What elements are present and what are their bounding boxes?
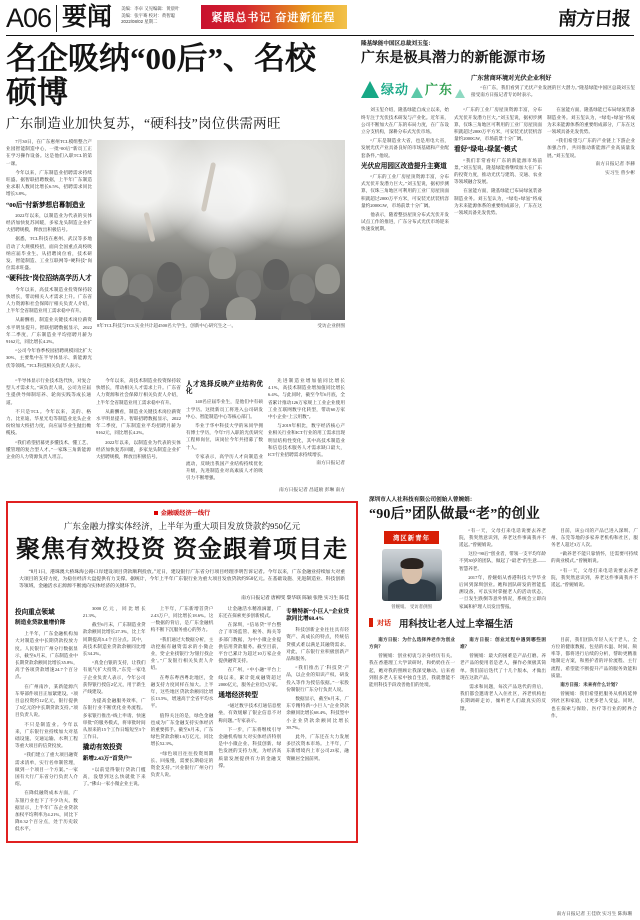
- subsection-subheading: 制造业贷款量增价降: [15, 619, 66, 626]
- portrait-hair: [400, 558, 423, 569]
- mountain-icon: [411, 87, 423, 98]
- profile-region: [366, 496, 638, 843]
- question: 南方日报：为什么选择养老作为创业方向？: [369, 636, 455, 649]
- paper-logo: 南方日报: [557, 9, 631, 30]
- lead-col-1: [6, 138, 92, 371]
- paragraph: 目前，该公司的产品已进入深圳、广州、东莞等地的多家养老机构和社区，服务老人超过3万人次。: [551, 527, 639, 547]
- credit-line-3: 2022/08/02 星期二: [121, 19, 158, 25]
- right-top-kicker: 隆基绿能中国区总裁刘玉玺：: [361, 41, 434, 47]
- lead-photo-block: [97, 138, 345, 371]
- paragraph: “公司今年春季校园招聘规模同比扩大30%，主要集中在半导体显示、新能源光伏等领域。”TCL科技相关负责人表示。: [6, 348, 92, 368]
- profile-portrait: [382, 549, 442, 601]
- right-col-3: [547, 106, 635, 234]
- photo-credit: 受访企业供图: [317, 323, 345, 328]
- paragraph: “有一天，父母打来电话说要去养老院，我突然意识到，养老这件事离我并不遥远。”曾婉娟说。: [551, 567, 639, 587]
- profile-series-tag: 湾区新青年: [384, 531, 439, 544]
- credit-line-2: 美编：张宇骞 校对：黄智聪: [121, 12, 175, 18]
- paragraph: “在广东，我们看到了光伏产业发展的巨大潜力。”隆基绿能中国区总裁刘玉玺接受南方日报记者专访时表示。: [471, 85, 635, 98]
- paragraph: 此外，广东还在大力发展多层次资本市场。上半年，广东新增境内上市公司23家，融资额居全国前列。: [286, 734, 349, 761]
- profile-headline: “90后”团队做最“老”的创业: [369, 506, 540, 522]
- lead-byline: 南方日报记者 昌道励 彭琳 南方: [279, 487, 345, 493]
- paragraph: 在广州，“中小融”平台上线以来，累计促成融资超过2000亿元，服务企业近5万家。: [218, 667, 282, 687]
- right-top-subhead: 广东营商环境对光伏企业利好: [471, 75, 552, 82]
- subsection-heading: “硬科技”岗位招纳高学历人才: [6, 275, 92, 283]
- paragraph: “8月1日，港珠澳大桥珠海公路口岸建设项目贷款顺利投放。”近日，建设银行广东省分行项目经理李明告诉记者。今年以来，广东金融业持续加大对重大项目的支持力度，为稳住经济大盘提供有力支撑。据统计，今年上半年广东银行业为重大项目发放贷款约950亿元。在基础设施、先进制造业、科技创新等领域，金融活水正源源不断流向实体经济的关键环节。: [19, 569, 345, 590]
- paragraph: 刘玉玺介绍，隆基绿能自成立以来，始终专注于光伏技术研发与产业化。近年来，公司不断加大在广东的布局力度，在广东设立分支机构，深耕分布式光伏市场。: [361, 107, 449, 135]
- lead-body-columns: [6, 138, 345, 371]
- dialog-columns: [369, 636, 638, 721]
- subsection-subheading: 专精特新“小巨人”企业贷款同比增68.4%: [286, 608, 349, 622]
- answer: 曾婉娟：我们希望把服务从机构延伸到社区和家庭，让更多老人受益。同时，也在探索与保险、医疗等行业的跨界合作。: [551, 691, 637, 718]
- paragraph: 值得关注的是，绿色金融也成为广东金融支持实体经济的重要抓手。截至6月末，广东绿色贷款余额1.6万亿元，同比增长52.3%。: [150, 712, 214, 747]
- paragraph: 目前，我们团队年轻人关于老人、全方位的健康数据，包括的水温、时间、频率等，都将进行后续的分析，帮助更精准地制定方案，和照护者的评价流程、主行流程，希望能不断提升产品的服务效能和质量。: [551, 636, 637, 678]
- paragraph: “绿色项目往往投资周期长、回报慢，需要长期稳定的资金支持。”兴业银行广州分行负责人说。: [150, 750, 214, 778]
- question: 南方日报：未来有什么计划？: [560, 681, 620, 687]
- masthead: [6, 0, 634, 34]
- feature-byline: 南方日报记者 唐柳雯 黎华联 陈颖 张艳 实习生 陈佳: [241, 595, 349, 601]
- left-column-region: [6, 40, 351, 493]
- profile-byline: 南方日报记者 王佳欣 实习生 陈海珊: [556, 912, 632, 917]
- right-col-2: [454, 106, 542, 234]
- paragraph: “真金白银的支持，让我们有底气扩大投资。”东莞一家电子企业负责人表示，今年公司获得银行授信2亿元，用于新生产线建设。: [82, 660, 146, 694]
- lead-body-columns-lower: [6, 377, 345, 484]
- paragraph: 140名应届毕业生，是他们中有硕士学历。这批新员工将进入公司研发中心、智能制造中心等核心部门。: [185, 399, 263, 419]
- profile-col-2: [551, 527, 638, 612]
- masthead-credits: [121, 3, 179, 26]
- green-guangdong-logo: [361, 72, 465, 98]
- photo-caption: 8年TCL科技与TCL实业共计超4500名大学生、创新中心研究生之一。: [97, 323, 237, 328]
- mountain-icon: [361, 81, 379, 98]
- question: 南方日报：创业过程中遇到哪些困难？: [460, 636, 546, 649]
- answer: 曾婉娟：最大的困难是产品打磨。养老产品的使用者是老人，操作必须极其简单。我们前后迭代了十几个版本，才做出现在这款产品。: [460, 653, 546, 680]
- subsection-heading: 人才选择反映产业结构优化: [185, 380, 263, 396]
- mountain-icon: [455, 89, 465, 98]
- right-column-region: [361, 40, 635, 493]
- lead-byline-partial: 南方日报记者: [316, 461, 345, 467]
- right-top-byline: 南方日报记者 李赫: [595, 161, 635, 167]
- dialog-col-3: [551, 636, 637, 721]
- profile-top-row: [369, 527, 638, 612]
- paragraph: 3000亿元，同比增长21.3%。: [82, 605, 146, 618]
- paragraph: 在氢能方面，隆基绿能已布局绿氢装备制造业务。刘玉玺认为，“绿电+绿氢”将成为未来能源体系的重要组成部分，广东在这一领域具备先发优势。: [454, 188, 542, 216]
- paragraph: 毕业于华中科技大学的朱同学拥有博士学历，今年7月入职的光伏研究工程师岗位，该岗位今年共招募了数十人。: [185, 422, 263, 450]
- paragraph: 从薪酬看，制造业关键技术岗位薪资水平明显提升。智联招聘数据显示，2022年二季度，广东制造业平均招聘月薪为9162元，同比增长4.2%。: [6, 317, 92, 345]
- paragraph: 数据显示，截至6月末，广东专精特新“小巨人”企业贷款余额同比增长68.4%，科技型中小企业贷款余额同比增长39.7%。: [286, 695, 349, 730]
- feature-col-2: [83, 605, 146, 835]
- page-body: [6, 40, 634, 493]
- logo-text-2: 广东: [425, 82, 454, 97]
- feature-tagline-text: 金融暖经济一线行: [160, 509, 211, 517]
- lead-col-3: [96, 377, 181, 484]
- subsection-heading: 投向重点领域: [15, 608, 55, 616]
- paragraph: 科技创新企业往往具有轻资产、高成长的特点，传统信贷模式难以满足其融资需求。对此，广东银行业积极创新产品和服务。: [286, 627, 349, 661]
- paragraph: 在氢能方面，隆基绿能已布局绿氢装备制造业务。刘玉玺认为，“绿电+绿氢”将成为未来能源体系的重要组成部分，广东在这一领域具备先发优势。: [547, 107, 635, 135]
- feature-headline: 聚焦有效投资 资金跟着项目走: [16, 536, 348, 563]
- answer: 曾婉娟：创业初衷与亲身经历有关。我在香港理工大学读研时，和奶奶住在一起，她对我的照顾让我深受触动。后来看到很多老人在家中独自生活，我就想能不能用科技手段改善他们的处境。: [369, 653, 455, 687]
- paragraph: “半导体显示行业技术迭代快，对复合型人才需求大。”该负责人说，公司为应届生提供导师制培养、轮岗实践等成长通道。: [6, 377, 91, 405]
- page-section-name: 要闻: [62, 4, 113, 31]
- dialog-title: 用科技让老人过上幸福生活: [399, 619, 514, 630]
- feature-col-3: [151, 605, 214, 835]
- page-folio-number: A06: [6, 3, 52, 33]
- lower-region: [6, 496, 639, 843]
- paragraph: “我们通过大数据分析，主动挖掘有融资需求的小微企业，变'企业找银行'为'银行找企业'。”广发银行相关负责人介绍。: [150, 636, 214, 671]
- lead-col-5: [268, 377, 345, 484]
- right-top-headline: 广东是极具潜力的新能源市场: [361, 51, 546, 66]
- photo-shape: [201, 162, 216, 212]
- paragraph: 与2019年相比，数字经济核心产业相关行业和ICT行业的用工需求出现明显结构性变化，其中高技术制造业和信息技术服务人才需求缺口最大，ICT行业招聘需求持续增长。: [267, 423, 345, 457]
- paragraph: “广东的工业厂房屋顶资源丰富，分布式光伏开发潜力巨大。”刘玉玺说，据初步测算，仅珠三角地区可利用的工业厂房屋顶面积就超过2000万平方米，可安装光伏装机容量约2000GW，市场前景十分广阔。: [361, 174, 449, 208]
- paragraph: 从薪酬看，制造业关键技术岗位薪资水平明显提升。智联招聘数据显示，2022年二季度，广东制造业平均招聘月薪为9162元，同比增长4.2%。: [95, 408, 181, 436]
- campaign-banner: [201, 5, 347, 29]
- paragraph: 先进制造业增加值同比增长4.1%，高技术制造业增加值同比增长6.4%。与此同时，截至今年6月底，全省累计推动126万家规上工业企业使用工业互联网数字化转型，带动60万家中小企业“上云用数”。: [267, 377, 345, 419]
- paragraph: 专家表示，高学历人才向制造业流动，反映出我国产业结构持续优化升级，先进制造业对高素质人才的吸引力不断增强。: [185, 453, 263, 481]
- photo-caption-row: [97, 322, 345, 329]
- paragraph: 在降低融资成本方面，广东银行业也下了不少功夫。数据显示，上半年广东企业贷款加权平均利率为4.21%，同比下降0.32个百分点，处于历史较低水平。: [15, 790, 78, 832]
- paragraph: “做养老不能只靠情怀，还需要可持续的商业模式。”曾婉娟说。: [551, 551, 639, 564]
- subsection-heading: 撬动有效投资: [82, 744, 123, 752]
- paragraph: 上半年，广东金融机构加大对制造业中长期贷款投放力度。人民银行广州分行数据显示，截至6月末，广东制造业中长期贷款余额同比增长35.8%，高于各项贷款增速24.7个百分点。: [15, 631, 78, 680]
- dialog-section-head: [369, 616, 638, 630]
- paragraph: “有一天，父母打来电话说要去养老院，我突然意识到，养老这件事离我并不遥远。”曾婉娟说。: [459, 527, 547, 547]
- paragraph: “我们希望招募更多懂技术、懂工艺、懂管理的复合型人才。”一家珠三角新能源企业的人力资源负责人坦言。: [6, 439, 91, 459]
- photo-crowd: [97, 216, 345, 320]
- paragraph: “广东的工业厂房屋顶资源丰富，分布式光伏开发潜力巨大。”刘玉玺说，据初步测算，仅珠三角地区可利用的工业厂房屋顶面积就超过2000万平方米，可安装光伏装机容量约2000GW，市场前景十分广阔。: [454, 107, 542, 142]
- right-col-1: [361, 106, 449, 234]
- right-top-byline-2: 实习生 曾少彬: [605, 171, 635, 177]
- feature-tagline: [15, 508, 349, 517]
- paragraph: 7月30日，在广东惠州TCL模组整合产业园智能制造中心，一批“00后”新员工正在学习操作设备。这是他们入职TCL的第一课。: [6, 139, 92, 166]
- paragraph: 今年以来，广东制造业招聘需求持续旺盛。据智联招聘数据，上半年广东制造业求职人数同比增长6.5%，招聘需求同比增长3.8%。: [6, 169, 92, 197]
- paragraph: 这位“90后”创业者，带领一支平均年龄不到30岁的团队，做起了“最老”的生意——智慧养老。: [459, 551, 547, 571]
- feature-deck: [15, 569, 349, 591]
- paragraph: 今年以来，高技术制造业投资保持较快增长，带动相关人才需求上升。广东省人力资源和社会保障厅相关负责人介绍，上半年全省制造业用工需求稳中有升。: [6, 286, 92, 314]
- dialog-tag: 对话: [377, 618, 391, 627]
- paragraph: “通过数字技术打通信息壁垒，有效缓解了银企信息不对称问题。”专家表示。: [218, 703, 282, 723]
- paragraph: 在广州南沙，某新能源汽车零部件项目正加紧建设。“项目总投资约12亿元，银行提供了5亿元的中长期贷款支持。”项目负责人说。: [15, 683, 78, 718]
- paragraph: “我们非常看好广东的新能源市场前景。”刘玉玺说，隆基绿能将继续加大在广东的投资力度，推动光伏与建筑、交通、农业等领域融合发展。: [454, 157, 542, 185]
- profile-photo-block: [369, 527, 454, 612]
- lead-col-2: [6, 377, 91, 484]
- paragraph: 在粤东粤西粤北地区，金融支持力度同样在加大。上半年，这些地区贷款余额同比增长13.5%，增速高于全省平均水平。: [150, 674, 214, 709]
- subsection-heading: 看好“绿电+绿氢”模式: [454, 146, 518, 154]
- profile-col-1: [459, 527, 546, 612]
- paragraph: 上半年，广东新增首贷户2.43万户，同比增长18.6%。这一数据的背后，是广东金融机构不断下沉服务重心的努力。: [150, 605, 214, 633]
- logo-text-1: 绿动: [381, 82, 410, 97]
- paragraph: 为提高金融服务效率，广东银行业不断优化业务流程。多家银行推出“线上申请、快速审批”的服务模式，将审批时间从原来的15个工作日缩短至3个工作日。: [82, 698, 146, 740]
- lead-photo: [97, 140, 345, 320]
- red-block-icon: [369, 618, 373, 627]
- profile-kicker: 深圳市人人社科技有限公司创始人曾婉娟：: [369, 496, 476, 503]
- paragraph: 截至6月末，广东制造业贷款余额同比增长27.3%，比上年同期提高5.4个百分点。其中，高技术制造业贷款余额同比增长34.2%。: [82, 622, 146, 656]
- feature-col-1: [15, 605, 78, 835]
- paragraph: “广东是制造业大省，也是用电大省，发展光伏产业具备良好的市场基础和产业配套条件。”他说。: [361, 138, 449, 158]
- feature-red-box: [6, 501, 358, 843]
- subsection-subheading: 新增2.43万“首贷户”: [82, 755, 132, 762]
- portrait-caption: 曾婉娟。 受访者供图: [391, 603, 432, 609]
- paragraph: 他表示，随着整县屋顶分布式光伏开发试点工作的推进，广东分布式光伏市场迎来快速发展期。: [361, 212, 449, 232]
- paragraph: “我们推出了'科技贷'产品，以企业的知识产权、研发投入等作为授信依据。”一家股份制银行广东分行负责人说。: [286, 665, 349, 692]
- paragraph: 下一步，广东将继续引导金融机构加大对实体经济特别是中小微企业、科技创新、绿色发展的支持力度，为经济高质量发展提供有力的金融支撑。: [218, 726, 282, 768]
- feature-subhead: 广东金融力撑实体经济，上半年为重大项目发放贷款约950亿元: [63, 520, 301, 531]
- lead-col-4: [186, 377, 263, 484]
- feature-col-4: [218, 605, 281, 835]
- paragraph: “以前觉得银行贷款门槛高，没想到这么快就批下来了。”佛山一家小微企业主说。: [82, 766, 146, 787]
- paragraph: “我们希望与广东的产业链上下游企业加强合作，共同推动新能源产业高质量发展。”刘玉玺说。: [547, 138, 635, 158]
- subsection-heading: “00后”付新梦想启幕制造业: [6, 201, 86, 209]
- right-top-columns: [361, 106, 635, 234]
- paragraph: 让金融活水精准滴灌，广东还在探索更多创新模式。: [218, 605, 282, 618]
- paragraph: 2022年以来，以制造业为代表的实体经济加快复苏回暖，多家龙头制造企业扩大招聘规模，释放出积极信号。: [6, 212, 92, 233]
- paragraph: 不只是TCL。今年以来，美的、格力、比亚迪、华星光电等制造业龙头企业纷纷加大校招力度，向应届毕业生抛出橄榄枝。: [6, 408, 91, 436]
- paragraph: 今年以来，高技术制造业投资保持较快增长，带动相关人才需求上升。广东省人力资源和社会保障厅相关负责人介绍，上半年全省制造业用工需求稳中有升。: [95, 377, 181, 405]
- masthead-rule: [6, 35, 634, 36]
- paragraph: 需求和问题，每次产品迭代的背后，我们都会邀请老人入住社区，养老机构也长期调研走访，倾听老人们最真实的反馈。: [460, 683, 546, 711]
- feature-col-5: [286, 605, 349, 835]
- paragraph: 据悉，TCL科技在惠州、武汉等多地启动了大规模校招，面向全国重点高校吸纳应届毕业生。从招聘岗位看，技术研发、智能制造、工业互联网等“硬科技”岗位需求旺盛。: [6, 236, 92, 271]
- subsection-heading: 通堵经济转型: [218, 691, 258, 699]
- feature-columns: [15, 605, 349, 835]
- credit-line-1: 美编：李卓 又见编辑：黄晨叶: [121, 6, 180, 11]
- lead-headline: 名企吸纳“00后”、名校硕博: [6, 41, 316, 110]
- square-bullet-icon: [154, 511, 158, 515]
- right-top-intro: [471, 84, 635, 98]
- dialog-col-2: [460, 636, 546, 721]
- paragraph: 2022年以来，以制造业为代表的实体经济加快复苏回暖，多家龙头制造企业扩大招聘规模，释放出积极信号。: [95, 439, 181, 459]
- paragraph: “我们建立了重大项目融资需求清单，实行名单制管理，做到一个项目一个方案。”一家国有大行广东省分行负责人介绍。: [15, 752, 78, 787]
- paragraph: 不只是制造业。今年以来，广东银行业持续加大对基础设施、交通运输、水利工程等重大项目的信贷投放。: [15, 721, 78, 749]
- paragraph: 在深圳，“信易贷”平台整合了市场监管、税务、海关等多部门数据，为中小微企业提供信用贷款服务。截至目前，平台已累计为超过10万家企业提供融资支持。: [218, 622, 282, 664]
- paragraph: 2017年，曾婉娟从香港科技大学毕业后回到深圳创业。她和团队研发的智能监测设备，可以实时掌握老人的活动状态，一旦发生跌倒等意外情况，系统会立即向家属和护理人员发出警报。: [459, 574, 547, 609]
- lead-subheadline: 广东制造业加快复苏，“硬科技”岗位供需两旺: [6, 116, 281, 131]
- campaign-banner-text: 紧跟总书记 奋进新征程: [201, 5, 347, 29]
- subsection-heading: 光伏应用园区改造提升主赛道: [361, 162, 447, 170]
- dialog-col-1: [369, 636, 455, 721]
- folio-divider: [56, 5, 57, 32]
